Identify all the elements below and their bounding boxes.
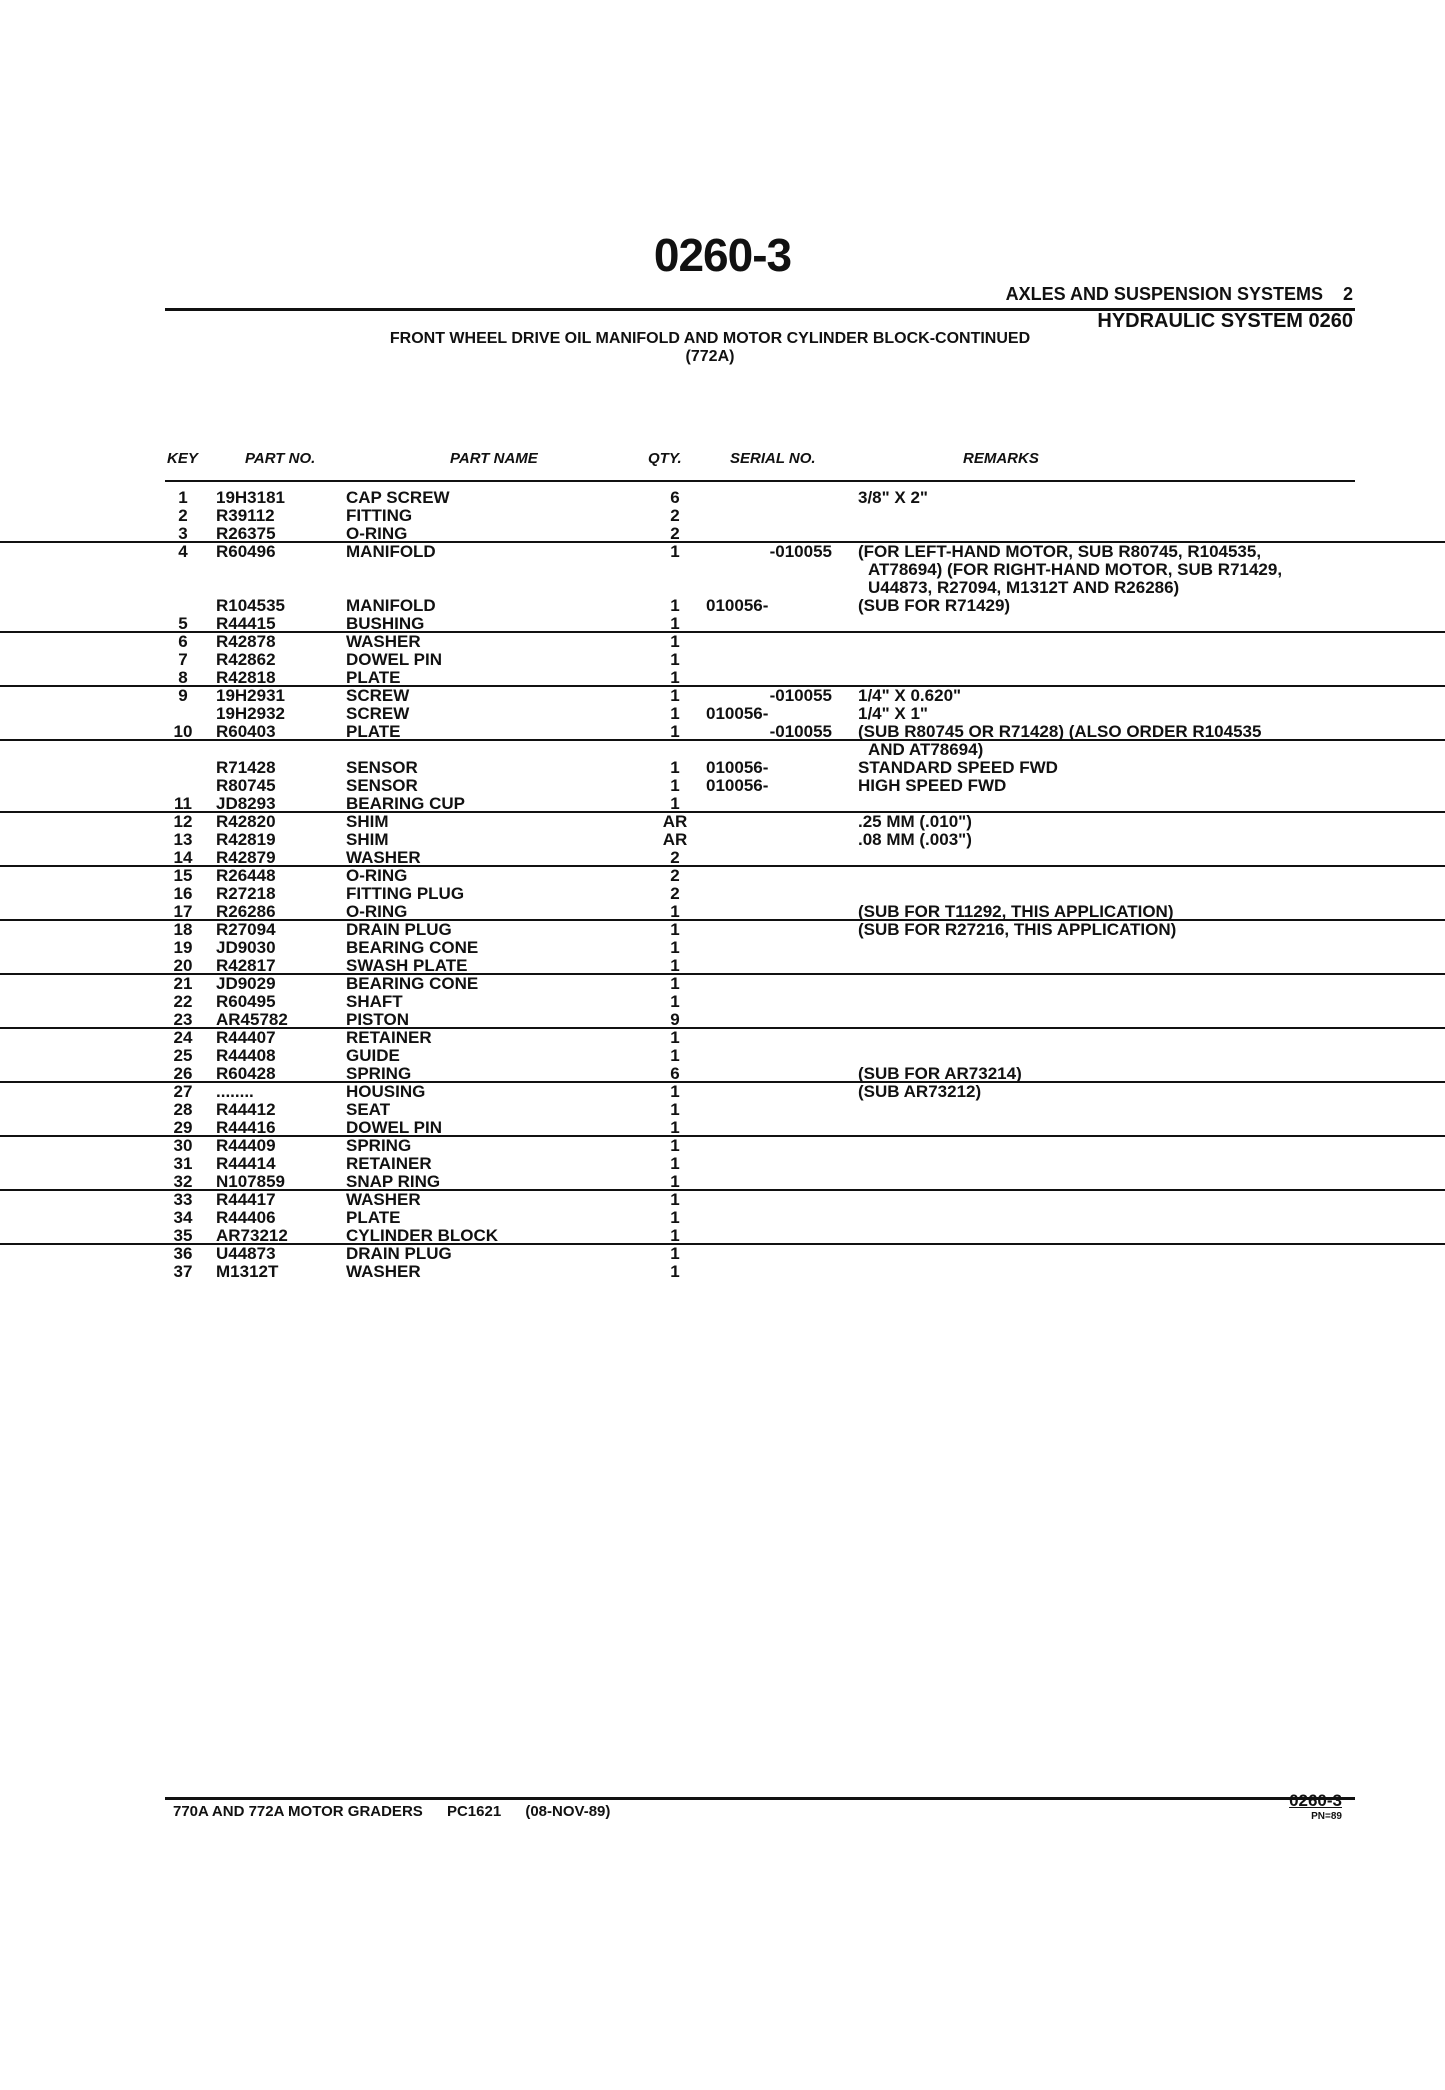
- row-key: 35: [173, 1226, 193, 1245]
- table-row: [0, 1209, 1445, 1227]
- table-row: [0, 615, 1445, 633]
- row-part-name: SENSOR: [346, 758, 418, 777]
- row-part-no: R42819: [216, 830, 276, 849]
- table-row: [0, 831, 1445, 849]
- row-key: 9: [178, 686, 188, 705]
- table-row: [0, 1227, 1445, 1245]
- row-part-name: SEAT: [346, 1100, 391, 1119]
- row-key: 19: [173, 938, 193, 957]
- row-key: 30: [173, 1136, 193, 1155]
- row-qty: 1: [670, 614, 680, 633]
- table-row: [0, 1083, 1445, 1101]
- row-qty: 1: [670, 1028, 680, 1047]
- row-key: 33: [173, 1190, 193, 1209]
- row-qty: 1: [670, 902, 680, 921]
- row-part-no: JD8293: [216, 794, 276, 813]
- row-part-no: R60495: [216, 992, 276, 1011]
- row-qty: 1: [670, 992, 680, 1011]
- col-part-name-header: PART NAME: [450, 450, 538, 467]
- row-part-no: R39112: [216, 506, 275, 525]
- table-row: [0, 867, 1445, 885]
- row-key: 5: [178, 614, 188, 633]
- row-key: 18: [173, 920, 193, 939]
- row-part-no: R44406: [216, 1208, 276, 1227]
- col-qty-header: QTY.: [648, 450, 682, 467]
- row-part-name: MANIFOLD: [346, 596, 436, 615]
- table-row: [0, 687, 1445, 705]
- row-serial-no: -010055: [769, 722, 832, 741]
- row-part-name: SCREW: [346, 704, 410, 723]
- row-part-no: R26448: [216, 866, 276, 885]
- row-part-name: SCREW: [346, 686, 410, 705]
- table-row: [0, 525, 1445, 543]
- row-part-no: 19H2931: [216, 686, 286, 705]
- table-row: [0, 993, 1445, 1011]
- row-remarks-line: AT78694) (FOR RIGHT-HAND MOTOR, SUB R71429,: [868, 560, 1283, 579]
- table-row: [0, 957, 1445, 975]
- row-part-name: SPRING: [346, 1064, 412, 1083]
- row-part-no: 19H3181: [216, 488, 286, 507]
- row-part-no: R44407: [216, 1028, 276, 1047]
- row-qty: 1: [670, 1226, 680, 1245]
- row-qty: 2: [670, 848, 680, 867]
- row-part-name: PLATE: [346, 668, 401, 687]
- row-qty: 1: [670, 542, 680, 561]
- table-row: [0, 633, 1445, 651]
- table-row: [0, 939, 1445, 957]
- row-qty: 1: [670, 1154, 680, 1173]
- table-row: [0, 813, 1445, 831]
- table-row: [0, 1011, 1445, 1029]
- table-row: [0, 903, 1445, 921]
- table-row: [0, 849, 1445, 867]
- table-row: [0, 489, 1445, 507]
- footer-code: PN=89: [1311, 1811, 1342, 1822]
- row-key: 31: [173, 1154, 193, 1173]
- row-key: 1: [178, 488, 188, 507]
- row-key: 6: [178, 632, 188, 651]
- footer-catalog: PC1621: [446, 1803, 502, 1820]
- row-key: 28: [173, 1100, 193, 1119]
- row-serial-no: 010056-: [706, 596, 769, 615]
- header-rule: [165, 480, 1355, 482]
- row-remarks: (SUB AR73212): [858, 1082, 982, 1101]
- row-key: 11: [174, 794, 192, 813]
- row-qty: 6: [670, 1064, 680, 1083]
- row-part-name: DOWEL PIN: [346, 650, 443, 669]
- row-part-no: R44415: [216, 614, 276, 633]
- row-remarks: (SUB FOR AR73214): [858, 1064, 1022, 1083]
- row-part-name: SNAP RING: [346, 1172, 441, 1191]
- row-qty: 1: [670, 686, 680, 705]
- table-row: [0, 1155, 1445, 1173]
- row-key: 24: [173, 1028, 193, 1047]
- table-row: [0, 1101, 1445, 1119]
- row-qty: 2: [670, 866, 680, 885]
- row-part-name: FITTING: [346, 506, 413, 525]
- row-key: 15: [173, 866, 193, 885]
- row-remarks: (SUB R80745 OR R71428) (ALSO ORDER R104535: [858, 722, 1262, 741]
- table-row: [0, 1119, 1445, 1137]
- row-part-no: R42818: [216, 668, 276, 687]
- row-key: 26: [173, 1064, 193, 1083]
- row-key: 3: [178, 524, 188, 543]
- row-part-no: R44414: [216, 1154, 276, 1173]
- row-key: 8: [178, 668, 188, 687]
- row-qty: 2: [670, 524, 680, 543]
- table-row: [0, 1065, 1445, 1083]
- row-qty: 1: [670, 632, 680, 651]
- row-remarks: 3/8" X 2": [858, 488, 928, 507]
- row-remarks: (SUB FOR R27216, THIS APPLICATION): [858, 920, 1177, 939]
- row-remarks: .08 MM (.003"): [858, 830, 972, 849]
- row-qty: 1: [670, 1136, 680, 1155]
- row-qty: AR: [662, 830, 688, 849]
- table-row: [0, 705, 1445, 723]
- row-key: 32: [173, 1172, 193, 1191]
- row-part-no: R80745: [216, 776, 276, 795]
- row-key: 7: [178, 650, 188, 669]
- row-key: 10: [173, 722, 193, 741]
- row-part-no: R42862: [216, 650, 276, 669]
- row-part-name: RETAINER: [346, 1154, 432, 1173]
- row-part-name: MANIFOLD: [346, 542, 436, 561]
- row-key: 17: [173, 902, 193, 921]
- row-qty: 6: [670, 488, 680, 507]
- row-part-name: SHIM: [346, 830, 389, 849]
- table-row: [0, 1191, 1445, 1209]
- row-qty: 2: [670, 884, 680, 903]
- row-part-name: FITTING PLUG: [346, 884, 465, 903]
- row-part-no: M1312T: [216, 1262, 279, 1281]
- row-qty: 1: [670, 776, 680, 795]
- row-qty: 1: [670, 650, 680, 669]
- col-remarks-header: REMARKS: [963, 450, 1039, 467]
- row-part-name: WASHER: [346, 632, 421, 651]
- row-serial-no: 010056-: [706, 776, 769, 795]
- row-part-name: SENSOR: [346, 776, 418, 795]
- table-row: [0, 669, 1445, 687]
- row-key: 23: [173, 1010, 193, 1029]
- footer-date: (08-NOV-89): [525, 1803, 611, 1820]
- row-part-no: R71428: [216, 758, 276, 777]
- col-serial-header: SERIAL NO.: [730, 450, 816, 467]
- row-part-name: DOWEL PIN: [346, 1118, 443, 1137]
- row-part-no: AR73212: [216, 1226, 288, 1245]
- row-remarks: (FOR LEFT-HAND MOTOR, SUB R80745, R104535,: [858, 542, 1262, 561]
- row-key: 29: [173, 1118, 193, 1137]
- row-part-no: R44416: [216, 1118, 276, 1137]
- row-part-no: 19H2932: [216, 704, 286, 723]
- row-part-no: ........: [216, 1082, 254, 1101]
- row-qty: 1: [670, 1172, 680, 1191]
- row-remarks: 1/4" X 0.620": [858, 686, 962, 705]
- table-row: [0, 597, 1445, 615]
- row-remarks-line: AND AT78694): [868, 740, 984, 759]
- table-row: [0, 1245, 1445, 1263]
- row-part-name: O-RING: [346, 902, 408, 921]
- row-part-no: R60496: [216, 542, 276, 561]
- row-part-name: SWASH PLATE: [346, 956, 468, 975]
- row-qty: 1: [670, 722, 680, 741]
- row-remarks: (SUB FOR R71429): [858, 596, 1011, 615]
- row-key: 14: [173, 848, 193, 867]
- row-part-name: SHAFT: [346, 992, 403, 1011]
- row-part-no: R44408: [216, 1046, 276, 1065]
- row-part-name: DRAIN PLUG: [346, 1244, 452, 1263]
- row-qty: 1: [670, 1046, 680, 1065]
- row-part-no: R42879: [216, 848, 276, 867]
- row-qty: AR: [662, 812, 688, 831]
- row-part-name: BEARING CONE: [346, 974, 479, 993]
- row-part-no: R42820: [216, 812, 276, 831]
- table-row: [0, 1029, 1445, 1047]
- row-part-name: O-RING: [346, 866, 408, 885]
- col-part-no-header: PART NO.: [245, 450, 316, 467]
- row-part-name: WASHER: [346, 1262, 421, 1281]
- doc-model: (772A): [685, 348, 735, 365]
- row-key: 16: [173, 884, 193, 903]
- table-row: [0, 759, 1445, 777]
- table-row: [0, 1137, 1445, 1155]
- row-remarks: HIGH SPEED FWD: [858, 776, 1007, 795]
- row-key: 21: [173, 974, 193, 993]
- table-row: [0, 543, 1445, 561]
- row-key: 34: [173, 1208, 193, 1227]
- row-part-no: R27094: [216, 920, 276, 939]
- row-part-no: R44409: [216, 1136, 276, 1155]
- row-qty: 1: [670, 704, 680, 723]
- table-row: [0, 777, 1445, 795]
- row-part-name: O-RING: [346, 524, 408, 543]
- row-serial-no: -010055: [769, 686, 832, 705]
- table-row: [0, 1173, 1445, 1191]
- row-part-no: U44873: [216, 1244, 276, 1263]
- row-qty: 1: [670, 1118, 680, 1137]
- row-qty: 1: [670, 956, 680, 975]
- row-remarks: (SUB FOR T11292, THIS APPLICATION): [858, 902, 1174, 921]
- row-part-name: HOUSING: [346, 1082, 426, 1101]
- row-qty: 1: [670, 668, 680, 687]
- bottom-rule: [165, 1797, 1355, 1800]
- footer-info: [173, 1803, 630, 1820]
- row-part-no: R60428: [216, 1064, 276, 1083]
- row-part-no: R42817: [216, 956, 276, 975]
- row-part-name: GUIDE: [346, 1046, 400, 1065]
- row-part-name: SHIM: [346, 812, 389, 831]
- section-subtitle: HYDRAULIC SYSTEM 0260: [1097, 310, 1353, 332]
- doc-title: [300, 330, 1120, 366]
- row-qty: 1: [670, 938, 680, 957]
- section-title: AXLES AND SUSPENSION SYSTEMS 2: [1005, 284, 1353, 304]
- row-part-name: PLATE: [346, 722, 401, 741]
- table-row: [0, 921, 1445, 939]
- row-key: 27: [173, 1082, 193, 1101]
- row-part-name: BEARING CONE: [346, 938, 479, 957]
- row-part-no: R44417: [216, 1190, 276, 1209]
- row-part-name: WASHER: [346, 1190, 421, 1209]
- row-remarks-continued: [0, 579, 1445, 597]
- row-qty: 1: [670, 974, 680, 993]
- row-part-name: DRAIN PLUG: [346, 920, 452, 939]
- row-key: 12: [173, 812, 193, 831]
- row-remarks: STANDARD SPEED FWD: [858, 758, 1058, 777]
- footer-page-number: 0260-3: [1289, 1791, 1342, 1810]
- row-qty: 1: [670, 758, 680, 777]
- table-row: [0, 1263, 1445, 1281]
- table-row: [0, 723, 1445, 741]
- parts-table: [0, 489, 1445, 1281]
- row-qty: 2: [670, 506, 680, 525]
- table-row: [0, 975, 1445, 993]
- row-part-no: R42878: [216, 632, 276, 651]
- row-qty: 9: [670, 1010, 680, 1029]
- row-part-no: R27218: [216, 884, 276, 903]
- row-key: 20: [173, 956, 193, 975]
- row-part-name: WASHER: [346, 848, 421, 867]
- row-part-no: R60403: [216, 722, 276, 741]
- row-key: 22: [173, 992, 193, 1011]
- row-remarks-continued: [0, 741, 1445, 759]
- col-key-header: KEY: [167, 450, 198, 467]
- row-key: 4: [178, 542, 188, 561]
- row-qty: 1: [670, 1262, 680, 1281]
- doc-title-text: FRONT WHEEL DRIVE OIL MANIFOLD AND MOTOR CYLINDER BLOCK-CONTINUED: [389, 330, 1031, 347]
- table-row: [0, 1047, 1445, 1065]
- row-part-no: R44412: [216, 1100, 276, 1119]
- row-part-name: CYLINDER BLOCK: [346, 1226, 499, 1245]
- table-row: [0, 795, 1445, 813]
- row-part-name: PLATE: [346, 1208, 401, 1227]
- row-part-name: BEARING CUP: [346, 794, 466, 813]
- row-qty: 1: [670, 794, 680, 813]
- row-qty: 1: [670, 920, 680, 939]
- row-qty: 1: [670, 1082, 680, 1101]
- row-serial-no: 010056-: [706, 704, 769, 723]
- row-key: 36: [173, 1244, 193, 1263]
- row-remarks: 1/4" X 1": [858, 704, 928, 723]
- footer-product: 770A AND 772A MOTOR GRADERS: [173, 1803, 423, 1820]
- row-qty: 1: [670, 1100, 680, 1119]
- row-key: 25: [173, 1046, 193, 1065]
- table-row: [0, 507, 1445, 525]
- row-part-name: SPRING: [346, 1136, 412, 1155]
- row-part-no: AR45782: [216, 1010, 288, 1029]
- row-serial-no: -010055: [769, 542, 832, 561]
- row-part-no: R26286: [216, 902, 276, 921]
- row-key: 37: [173, 1262, 193, 1281]
- row-part-no: R26375: [216, 524, 276, 543]
- row-remarks-continued: [0, 561, 1445, 579]
- row-part-name: PISTON: [346, 1010, 409, 1029]
- row-part-name: BUSHING: [346, 614, 425, 633]
- row-key: 2: [178, 506, 188, 525]
- row-remarks-line: U44873, R27094, M1312T AND R26286): [868, 578, 1180, 597]
- row-part-no: JD9030: [216, 938, 276, 957]
- table-row: [0, 885, 1445, 903]
- row-key: 13: [173, 830, 193, 849]
- row-qty: 1: [670, 1244, 680, 1263]
- row-part-no: JD9029: [216, 974, 276, 993]
- row-serial-no: 010056-: [706, 758, 769, 777]
- row-part-name: RETAINER: [346, 1028, 432, 1047]
- row-part-name: CAP SCREW: [346, 488, 450, 507]
- row-qty: 1: [670, 596, 680, 615]
- row-qty: 1: [670, 1190, 680, 1209]
- table-row: [0, 651, 1445, 669]
- page-number: 0260-3: [653, 229, 792, 281]
- row-part-no: N107859: [216, 1172, 286, 1191]
- row-remarks: .25 MM (.010"): [858, 812, 972, 831]
- row-part-no: R104535: [216, 596, 286, 615]
- row-qty: 1: [670, 1208, 680, 1227]
